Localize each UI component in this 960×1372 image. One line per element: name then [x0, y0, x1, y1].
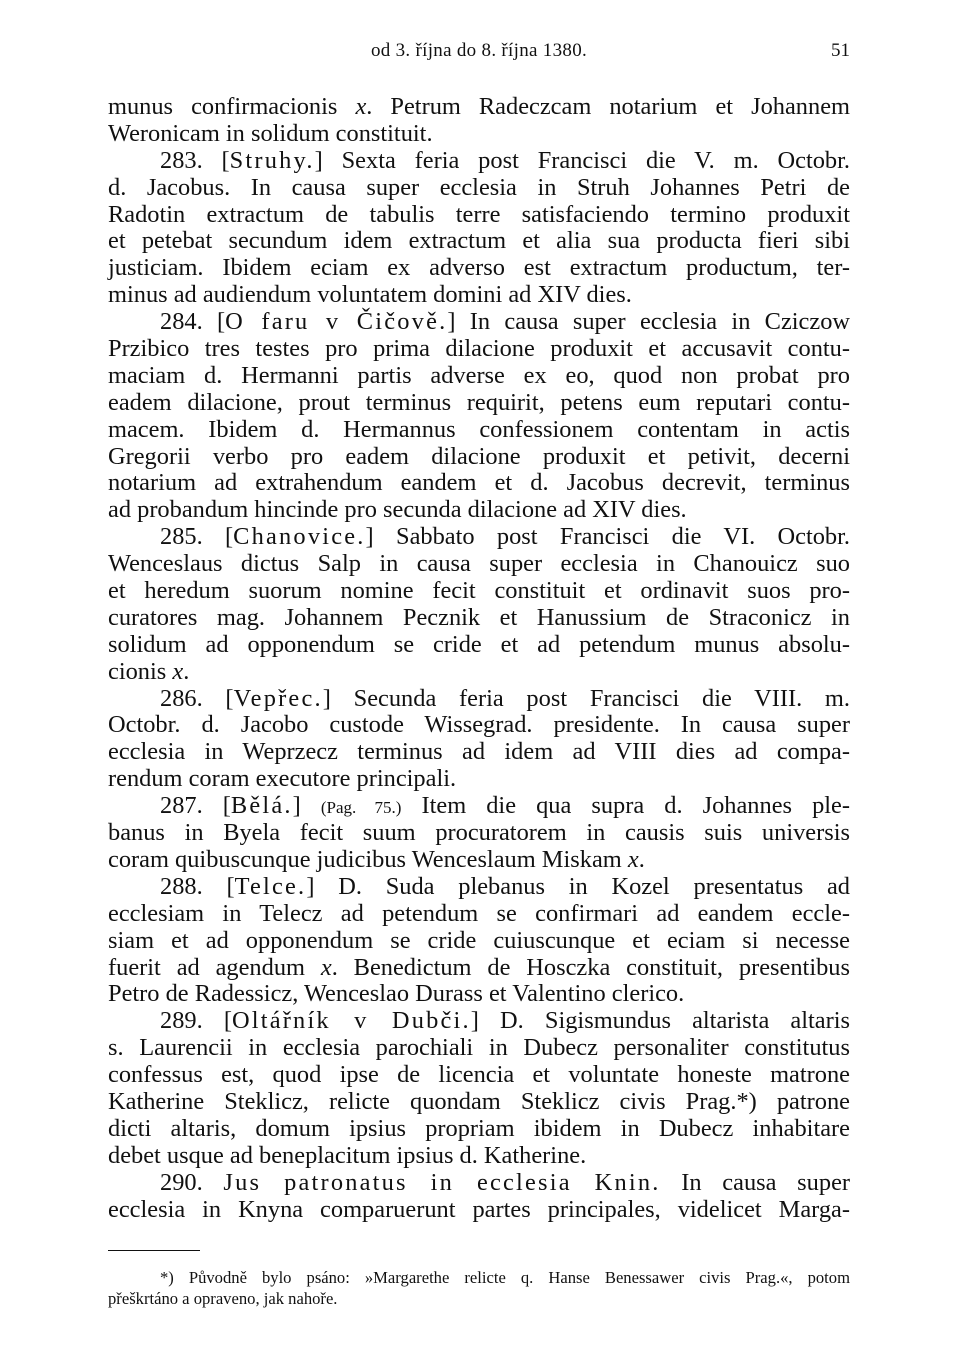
text-line: Wenceslaus dictus Salp in causa super ecclesia in Chanouicz suo — [108, 550, 850, 578]
text-line: fuerit ad agendum x. Benedictum de Hosczka constituit, presentibus — [108, 953, 850, 981]
text-line: Radotin extractum de tabulis terre satisfaciendo termino produxit — [108, 200, 850, 228]
footnote-line: přeškrtáno a opraveno, jak nahoře. — [108, 1289, 338, 1308]
text-line: ecclesiam in Telecz ad petendum se confirmari ad eandem eccle- — [108, 899, 850, 927]
spaced-place-name: Vepřec. — [233, 684, 323, 712]
text-line: debet usque ad beneplacitum ipsius d. Katherine. — [108, 1141, 587, 1169]
body-text — [108, 94, 850, 1223]
footnote-line: *) Původně bylo psáno: »Margarethe relicte q. Hanse Benessawer civis Prag.«, potom — [160, 1268, 850, 1287]
text-line: 288. [Telce.] D. Suda plebanus in Kozel presentatus ad — [160, 872, 850, 900]
page-header — [108, 40, 850, 70]
italic-mark: x — [172, 657, 184, 685]
spaced-place-name: Oltářník v Dubči. — [231, 1007, 471, 1035]
text-line: cionis x. — [108, 657, 190, 685]
text-line: confessus est, quod ipse de licencia et voluntate honeste matrone — [108, 1061, 850, 1089]
text-line: ecclesia in Knyna comparuerunt partes principales, videlicet Marga- — [108, 1195, 850, 1223]
text-line: Weronicam in solidum constituit. — [108, 119, 433, 147]
text-line: ad probandum hincinde pro secunda dilacione ad XIV dies. — [108, 496, 687, 524]
text-line: et heredum suorum nomine fecit constituit et ordinavit suos pro- — [108, 577, 850, 605]
text-line: rendum coram executore principali. — [108, 765, 457, 793]
italic-mark: x — [355, 93, 367, 120]
text-line: 290. Jus patronatus in ecclesia Knin. In causa super — [160, 1168, 851, 1196]
footnote-separator — [108, 1250, 200, 1251]
text-line: minus ad audiendum voluntatem domini ad XIV dies. — [108, 281, 632, 309]
spaced-place-name: Struhy. — [229, 146, 315, 174]
text-line: s. Laurencii in ecclesia parochiali in Dubecz personaliter constitutus — [108, 1034, 850, 1062]
page-reference: (Pag. 75.) — [320, 798, 402, 818]
text-line: maciam d. Hermanni partis adverse ex eo, quod non probat pro — [108, 361, 850, 389]
text-line: 283. [Struhy.] Sexta feria post Francisci die V. m. Octobr. — [160, 146, 850, 174]
text-line: justiciam. Ibidem eciam ex adverso est extractum productum, ter- — [108, 254, 850, 282]
text-line: notarium ad extrahendum eandem et d. Jacobus decrevit, terminus — [108, 469, 850, 497]
text-line: macem. Ibidem d. Hermannus confessionem contentam in actis — [108, 415, 850, 443]
italic-mark: x — [320, 953, 332, 981]
text-line: dicti altaris, domum ipsius propriam ibidem in Dubecz inhabitare — [108, 1114, 850, 1142]
text-line: solidum ad opponendum se cride et ad petendum munus absolu- — [108, 630, 850, 658]
text-line: d. Jacobus. In causa super ecclesia in Struh Johannes Petri de — [108, 173, 850, 201]
text-line: 287. [Bělá.] (Pag. 75.) Item die qua supra d. Johannes ple- — [160, 792, 850, 820]
text-line: 286. [Vepřec.] Secunda feria post Francisci die VIII. m. — [160, 684, 850, 712]
italic-mark: x — [627, 845, 639, 873]
text-line: 285. [Chanovice.] Sabbato post Francisci die VI. Octobr. — [160, 523, 850, 551]
spaced-place-name: Jus patronatus in ecclesia Knin. — [223, 1168, 661, 1196]
text-line: banus in Byela fecit suum procuratorem in causis suis universis — [108, 819, 850, 847]
text-line: munus confirmacionis x. Petrum Radeczcam notarium et Johannem — [108, 93, 850, 120]
footnote — [108, 1267, 850, 1309]
text-line: 289. [Oltářník v Dubči.] D. Sigismundus altarista altaris — [160, 1007, 850, 1035]
page-number: 51 — [831, 40, 850, 61]
text-line: Katherine Steklicz, relicte quondam Steklicz civis Prag.*) patrone — [108, 1087, 850, 1115]
spaced-place-name: Bělá. — [230, 792, 293, 820]
spaced-place-name: Chanovice. — [233, 523, 366, 551]
text-line: Petro de Radessicz, Wenceslao Durass et Valentino clerico. — [108, 980, 685, 1008]
text-line: 284. [O faru v Čičově.] In causa super ecclesia in Cziczow — [160, 308, 851, 336]
text-line: Gregorii verbo pro eadem dilacione produxit et petivit, decerni — [108, 442, 850, 470]
text-line: et petebat secundum idem extractum et alia sua producta fieri sibi — [108, 227, 850, 255]
spaced-place-name: O faru v Čičově. — [225, 308, 448, 336]
text-line: siam et ad opponendum se cride cuiuscunque et eciam si necesse — [108, 926, 850, 954]
spaced-place-name: Telce. — [234, 872, 307, 900]
running-title: od 3. října do 8. října 1380. — [370, 40, 588, 61]
text-line: ecclesia in Weprzecz terminus ad idem ad VIII dies ad compa- — [108, 738, 850, 766]
text-line: Przibico tres testes pro prima dilacione produxit et accusavit contu- — [108, 335, 850, 363]
text-line: Octobr. d. Jacobo custode Wissegrad. presidente. In causa super — [108, 711, 850, 739]
text-line: curatores mag. Johannem Pecznik et Hanussium de Straconicz in — [108, 603, 850, 631]
text-line: coram quibuscunque judicibus Wenceslaum Miskam x. — [108, 845, 645, 873]
text-line: eadem dilacione, prout terminus requirit, petens eum reputari contu- — [108, 388, 850, 416]
